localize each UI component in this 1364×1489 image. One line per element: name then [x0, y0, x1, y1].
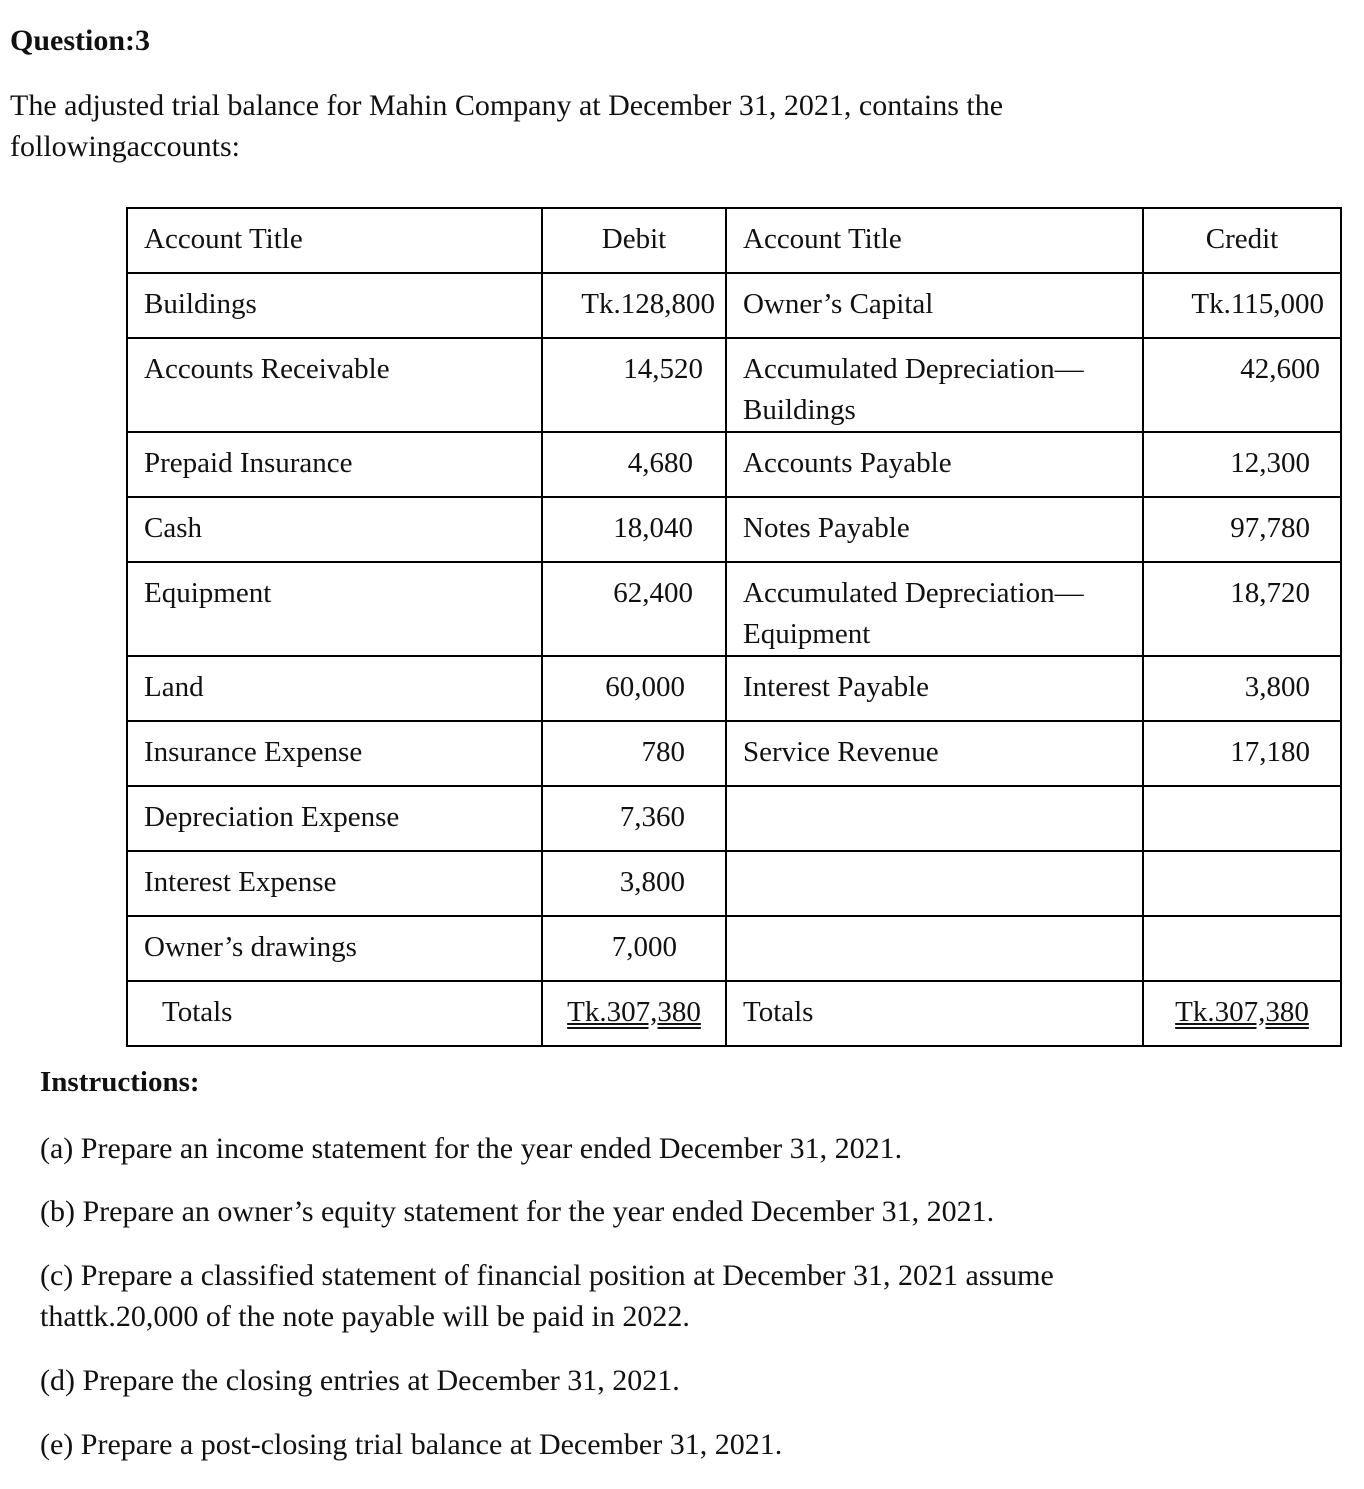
credit-account-title: Interest Payable: [726, 656, 1143, 721]
debit-amount: 4,680: [542, 432, 726, 497]
credit-totals-label: Totals: [726, 981, 1143, 1046]
instruction-e: (e) Prepare a post-closing trial balance at December 31, 2021.: [40, 1428, 783, 1461]
header-debit: Debit: [542, 208, 726, 273]
debit-account-title: Land: [127, 656, 542, 721]
table-row: [127, 656, 1341, 721]
credit-amount: 97,780: [1143, 497, 1341, 562]
debit-account-title: Depreciation Expense: [127, 786, 542, 851]
debit-amount: 780: [542, 721, 726, 786]
table-row: [127, 273, 1341, 338]
table-row: [127, 432, 1341, 497]
debit-amount: Tk.128,800: [542, 273, 726, 338]
debit-amount: 62,400: [542, 562, 726, 656]
credit-account-title: Service Revenue: [726, 721, 1143, 786]
instruction-b: (b) Prepare an owner’s equity statement for the year ended December 31, 2021.: [40, 1195, 995, 1228]
question-heading: Question:3: [10, 24, 151, 57]
header-debit-account-title: Account Title: [127, 208, 542, 273]
debit-total: Tk.307,380: [567, 996, 701, 1028]
header-credit: Credit: [1143, 208, 1341, 273]
credit-total-cell: [1143, 981, 1341, 1046]
table-row: [127, 851, 1341, 916]
header-credit-account-title: Account Title: [726, 208, 1143, 273]
credit-account-title: Accounts Payable: [726, 432, 1143, 497]
debit-account-title: Accounts Receivable: [127, 338, 542, 432]
credit-amount: [1143, 786, 1341, 851]
credit-amount: 3,800: [1143, 656, 1341, 721]
table-row: [127, 786, 1341, 851]
credit-account-title: Accumulated Depreciation—Buildings: [726, 338, 1143, 432]
debit-amount: 14,520: [542, 338, 726, 432]
table-row: [127, 562, 1341, 656]
debit-account-title: Equipment: [127, 562, 542, 656]
instruction-d: (d) Prepare the closing entries at December 31, 2021.: [40, 1364, 680, 1397]
debit-account-title: Prepaid Insurance: [127, 432, 542, 497]
table-header-row: [127, 208, 1341, 273]
debit-account-title: Owner’s drawings: [127, 916, 542, 981]
credit-account-title: Owner’s Capital: [726, 273, 1143, 338]
credit-account-title: [726, 786, 1143, 851]
credit-amount: 18,720: [1143, 562, 1341, 656]
credit-account-title: [726, 851, 1143, 916]
credit-account-title: Notes Payable: [726, 497, 1143, 562]
debit-amount: 7,360: [542, 786, 726, 851]
debit-totals-label: Totals: [127, 981, 542, 1046]
totals-row: [127, 981, 1341, 1046]
credit-account-title: [726, 916, 1143, 981]
credit-amount: [1143, 916, 1341, 981]
credit-amount: Tk.115,000: [1143, 273, 1341, 338]
instruction-c: (c) Prepare a classified statement of financial position at December 31, 2021 assume thattk.20,000 of the note payable will be paid in 2022.: [40, 1259, 1054, 1333]
instruction-a: (a) Prepare an income statement for the year ended December 31, 2021.: [40, 1132, 903, 1165]
trial-balance-table: [126, 207, 1342, 1047]
debit-amount: 3,800: [542, 851, 726, 916]
instructions-title: Instructions:: [40, 1066, 200, 1098]
table-row: [127, 497, 1341, 562]
debit-amount: 7,000: [542, 916, 726, 981]
credit-account-title: Accumulated Depreciation—Equipment: [726, 562, 1143, 656]
intro-text: The adjusted trial balance for Mahin Company at December 31, 2021, contains the followingaccounts:: [10, 89, 1004, 163]
debit-amount: 60,000: [542, 656, 726, 721]
table-row: [127, 916, 1341, 981]
debit-total-cell: [542, 981, 726, 1046]
debit-account-title: Cash: [127, 497, 542, 562]
debit-amount: 18,040: [542, 497, 726, 562]
credit-total: Tk.307,380: [1175, 996, 1309, 1028]
credit-amount: [1143, 851, 1341, 916]
debit-account-title: Insurance Expense: [127, 721, 542, 786]
debit-account-title: Interest Expense: [127, 851, 542, 916]
table-row: [127, 721, 1341, 786]
credit-amount: 12,300: [1143, 432, 1341, 497]
credit-amount: 42,600: [1143, 338, 1341, 432]
table-row: [127, 338, 1341, 432]
credit-amount: 17,180: [1143, 721, 1341, 786]
debit-account-title: Buildings: [127, 273, 542, 338]
